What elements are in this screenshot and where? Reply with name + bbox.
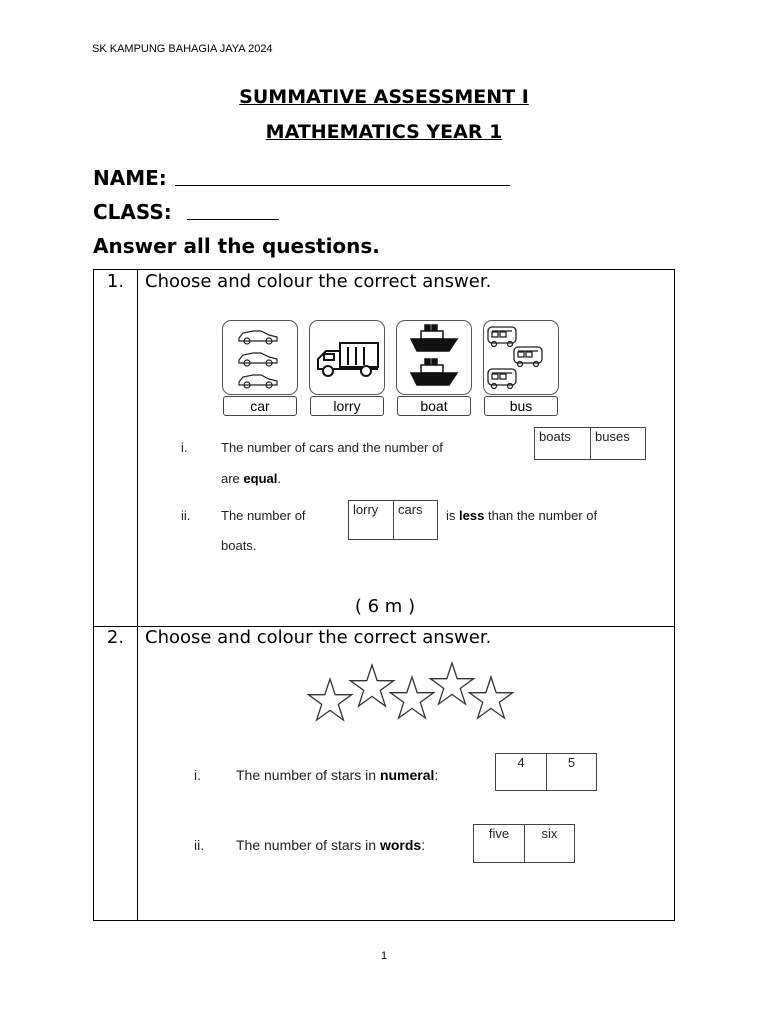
boat-icon bbox=[397, 321, 471, 394]
car-icon bbox=[223, 321, 297, 394]
q1-s2-line2: boats. bbox=[221, 538, 257, 553]
page-number: 1 bbox=[380, 950, 388, 962]
name-label: NAME: bbox=[93, 166, 167, 190]
label-boat: boat bbox=[397, 396, 471, 416]
bus-icon bbox=[484, 321, 558, 394]
q1-s2-number: ii. bbox=[181, 508, 191, 523]
q2-s2-text: The number of stars in words: bbox=[236, 837, 426, 853]
q2-s2-answer-box bbox=[473, 824, 575, 863]
q1-prompt: Choose and colour the correct answer. bbox=[145, 271, 492, 292]
q2-prompt: Choose and colour the correct answer. bbox=[145, 627, 492, 648]
page-title: SUMMATIVE ASSESSMENT I bbox=[239, 86, 529, 108]
option-boats[interactable]: boats bbox=[539, 429, 571, 444]
car-card bbox=[222, 320, 298, 395]
label-bus: bus bbox=[484, 396, 558, 416]
option-cars[interactable]: cars bbox=[393, 501, 437, 539]
q1-marks: ( 6 m ) bbox=[354, 596, 416, 617]
q2-s1-answer-box bbox=[495, 753, 597, 791]
label-lorry: lorry bbox=[310, 396, 384, 416]
lorry-icon bbox=[310, 321, 384, 394]
option-five[interactable]: five bbox=[488, 826, 510, 841]
stars-icon bbox=[306, 661, 518, 727]
q2-s1-number: i. bbox=[194, 767, 201, 783]
school-header: SK KAMPUNG BAHAGIA JAYA 2024 bbox=[92, 43, 273, 55]
option-six[interactable]: six bbox=[524, 825, 574, 862]
q2-s2-number: ii. bbox=[194, 837, 205, 853]
q1-s1-answer-box bbox=[534, 427, 646, 460]
q1-s1-number: i. bbox=[181, 440, 188, 455]
name-answer-line[interactable] bbox=[175, 185, 510, 186]
class-answer-line[interactable] bbox=[187, 219, 279, 220]
question-table bbox=[93, 269, 675, 921]
q1-s2-text: The number of bbox=[221, 508, 306, 523]
instruction-text: Answer all the questions. bbox=[93, 234, 380, 258]
q1-s1-line2: are equal. bbox=[221, 471, 282, 486]
option-lorry[interactable]: lorry bbox=[353, 502, 379, 517]
option-5[interactable]: 5 bbox=[546, 754, 596, 790]
column-divider bbox=[137, 270, 138, 920]
q1-s2-answer-box bbox=[348, 500, 438, 540]
option-4[interactable]: 4 bbox=[517, 755, 525, 770]
label-car: car bbox=[223, 396, 297, 416]
q2-number: 2. bbox=[106, 627, 125, 648]
q2-s1-text: The number of stars in numeral: bbox=[236, 767, 439, 783]
option-buses[interactable]: buses bbox=[590, 428, 645, 459]
bus-card bbox=[483, 320, 559, 395]
q1-number: 1. bbox=[106, 271, 125, 292]
page-subtitle: MATHEMATICS YEAR 1 bbox=[265, 121, 503, 143]
q1-s1-text: The number of cars and the number of bbox=[221, 440, 443, 455]
boat-card bbox=[396, 320, 472, 395]
q1-s2-text-2: is less than the number of bbox=[446, 508, 598, 523]
lorry-card bbox=[309, 320, 385, 395]
class-label: CLASS: bbox=[93, 200, 172, 224]
